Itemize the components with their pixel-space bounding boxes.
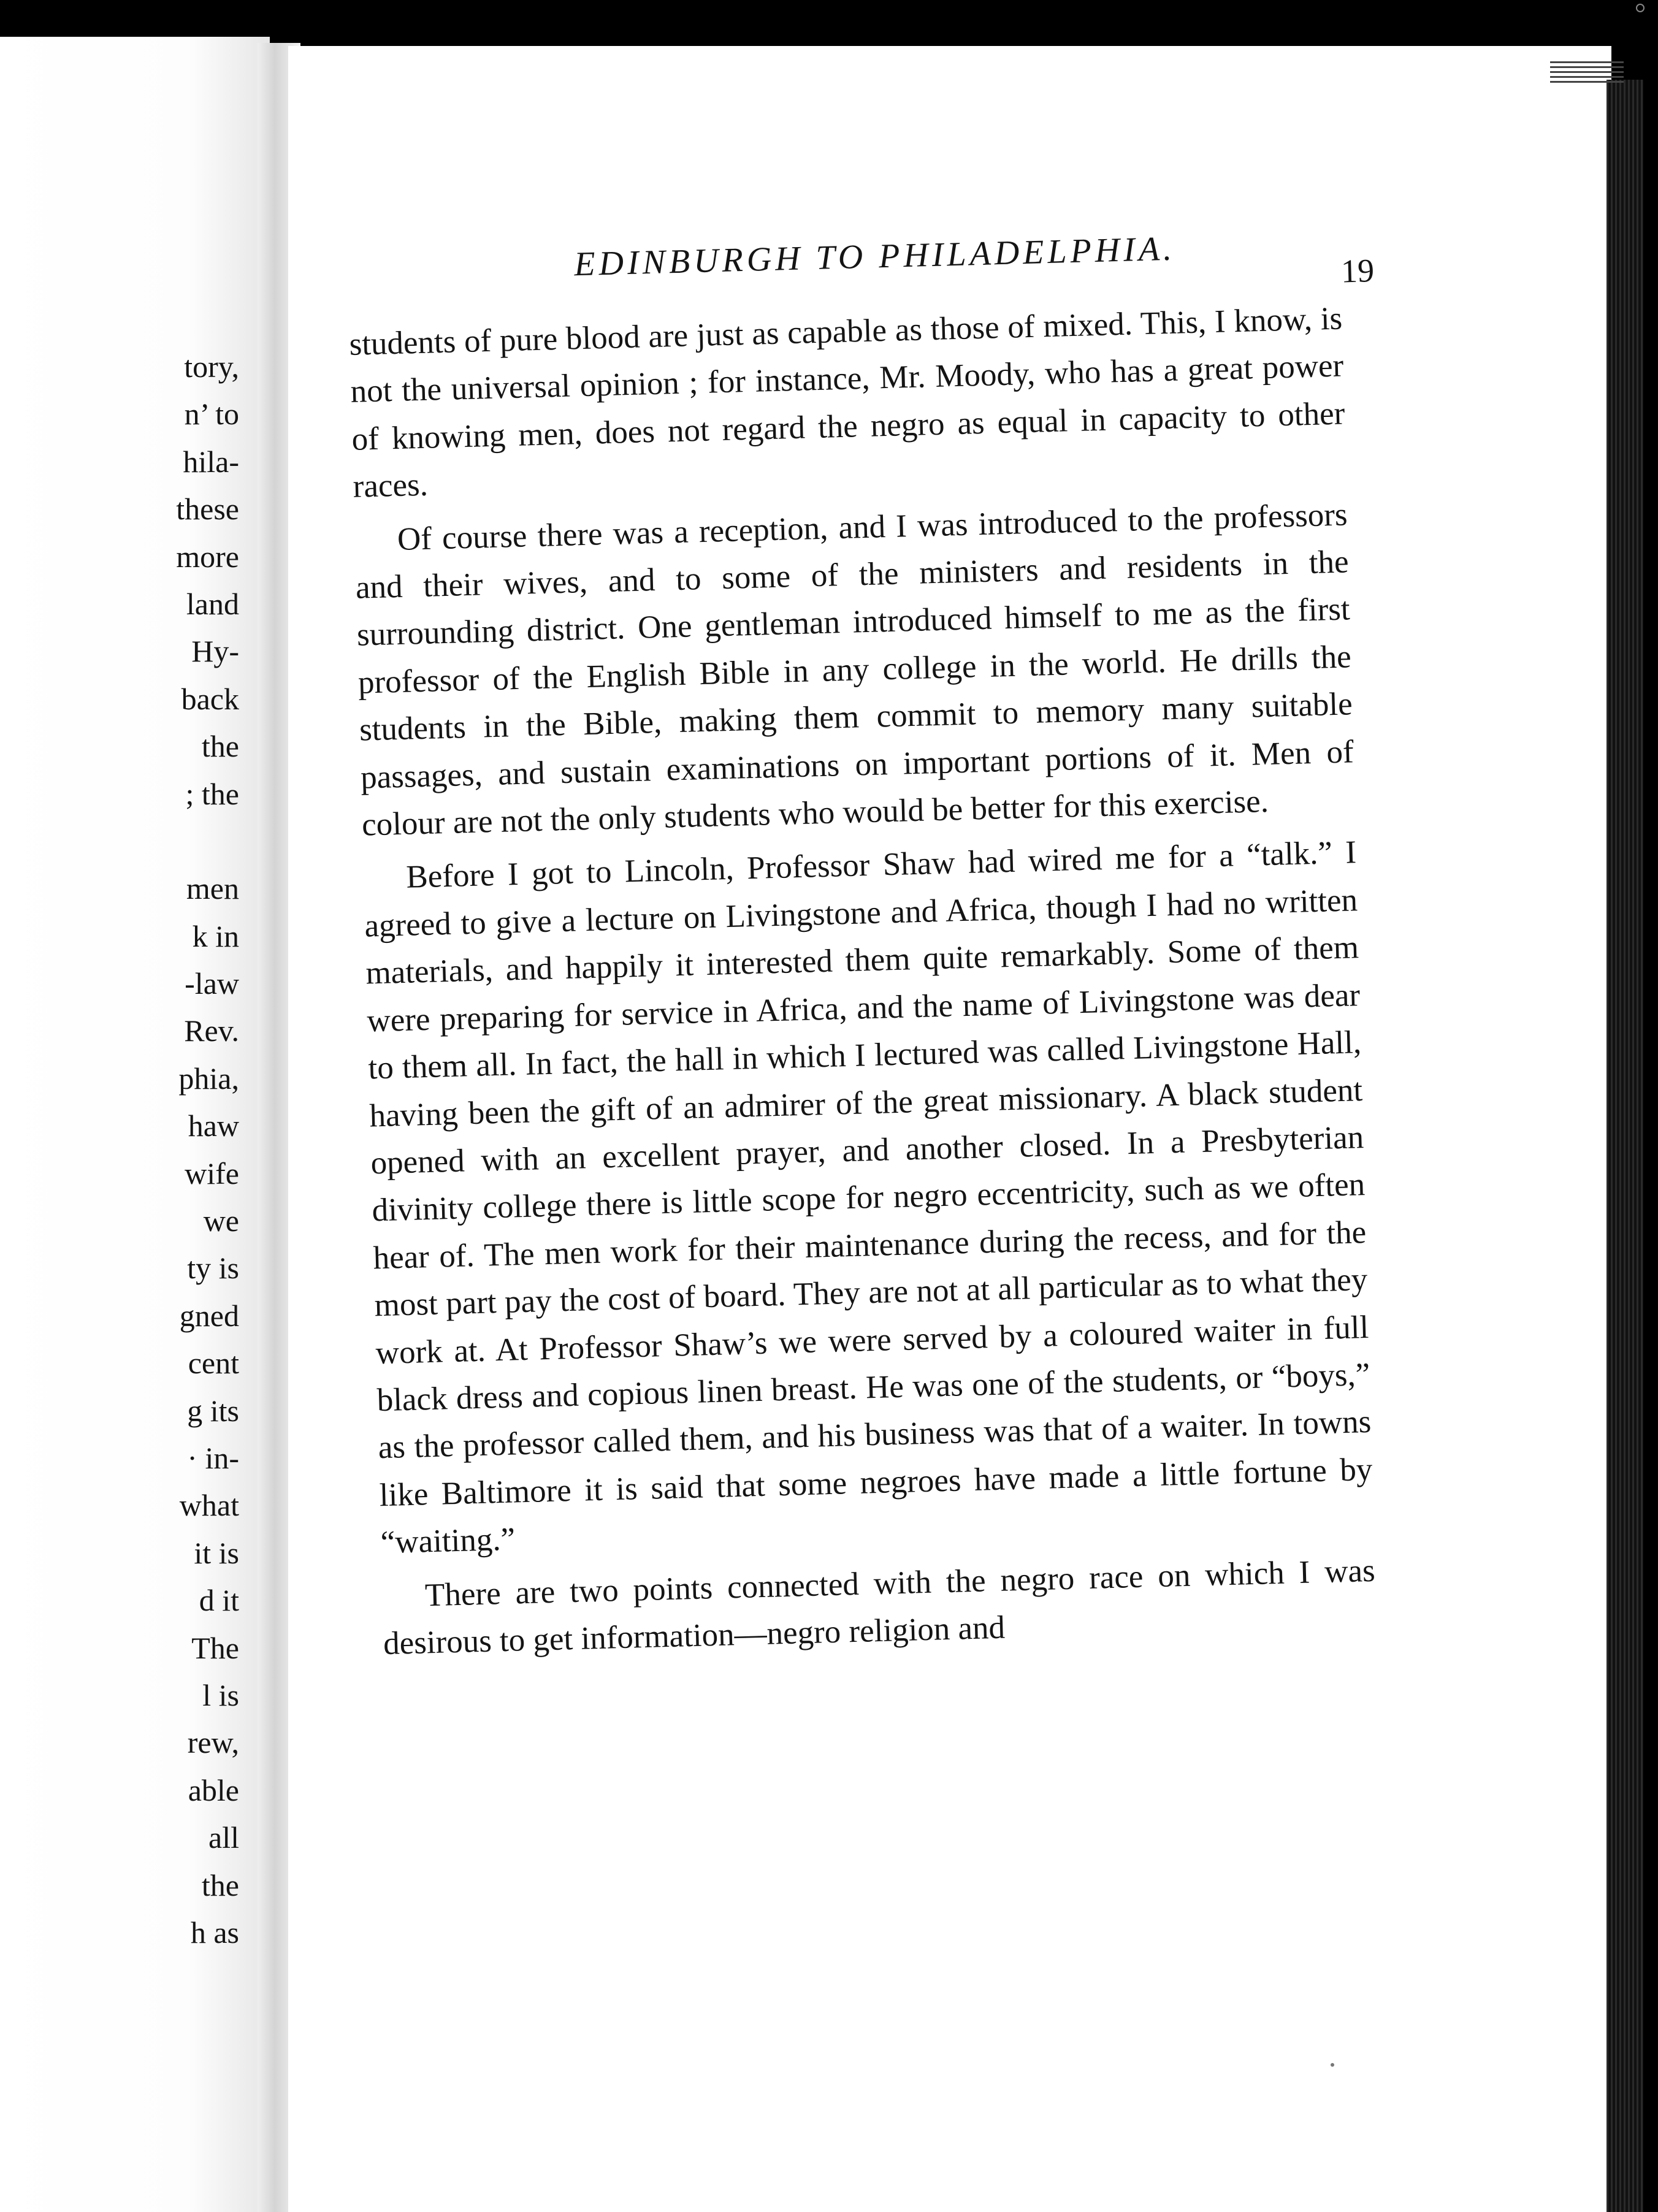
left-fragment-line: The <box>191 1630 239 1665</box>
left-fragment-line: -law <box>185 966 239 1001</box>
left-fragment-line: the <box>201 1867 239 1902</box>
left-fragment-line: these <box>176 492 239 527</box>
left-fragment-line: wife <box>185 1156 239 1191</box>
left-fragment-line: cent <box>188 1346 239 1381</box>
left-fragment-line: ; the <box>185 776 239 811</box>
paper-speck <box>1331 2063 1334 2067</box>
left-fragment-line: all <box>208 1820 239 1855</box>
left-fragment-line: ty is <box>187 1251 239 1286</box>
scan-registration-dot <box>1636 4 1645 12</box>
left-fragment-line: k in <box>192 918 239 953</box>
paragraph: Of course there was a reception, and I was introduced to the professors and their wives, and to some of the ministers and residents in the surrounding district. One gentleman introduced himself to me as the first professor of the English Bible in any college in the world. He drills the students in the Bible, making them commit to memory many suitable passages, and sustain examinations on important portions of it. Men of colour are not the only students who would be better for this exercise. <box>355 497 1354 843</box>
page-number: 19 <box>1340 252 1375 290</box>
left-fragment-line: Rev. <box>184 1013 239 1048</box>
left-fragment-line: d it <box>199 1583 239 1618</box>
left-fragment-line: phia, <box>178 1061 239 1096</box>
left-fragment-line: h as <box>190 1915 239 1950</box>
left-fragment-line: it is <box>194 1535 239 1570</box>
left-fragment-line: more <box>176 539 239 574</box>
left-fragment-line: · in- <box>187 1440 239 1475</box>
body-text <box>349 296 1377 1674</box>
left-fragment-line: haw <box>188 1108 239 1143</box>
paragraph: There are two points connected with the negro race on which I was desirous to get information—negro religion and <box>383 1552 1376 1662</box>
running-head: EDINBURGH TO PHILADELPHIA. <box>573 229 1176 284</box>
left-fragment-line: what <box>179 1488 239 1523</box>
left-fragment-line: Hy- <box>191 634 239 669</box>
left-fragment-line: g its <box>187 1393 239 1428</box>
left-fragment-line: we <box>203 1203 239 1238</box>
paragraph: students of pure blood are just as capable as those of mixed. This, I know, is not the universal opinion ; for instance, Mr. Moody, who has a great power of knowing men, does not regard the negro as equal in capacity to other races. <box>348 300 1345 505</box>
left-fragment-line: back <box>181 681 239 716</box>
left-fragment-line: n’ to <box>184 397 239 432</box>
left-fragment-line: tory, <box>184 349 239 384</box>
left-fragment-line: l is <box>202 1677 239 1712</box>
left-fragment-line: able <box>188 1772 239 1807</box>
left-fragment-line: men <box>186 871 239 906</box>
paragraph: Before I got to Lincoln, Professor Shaw had wired me for a “talk.” I agreed to give a lecture on Livingstone and Africa, though I had no written materials, and happily it interested them quite remarkably. Some of them were preparing for service in Africa, and the name of Livingstone was dear to them all. In fact, the hall in which I lectured was called Livingstone Hall, having been the gift of an admirer of the great missionary. A black student opened with an excellent prayer, and another closed. In a Presbyterian divinity college there is little scope for negro eccentricity, such as we often hear of. The men work for their maintenance during the recess, and for the most part pay the cost of board. They are not at all particular as to what they work at. At Professor Shaw’s we were served by a coloured waiter in full black dress and copious linen breast. He was one of the students, or “boys,” as the professor called them, and his business was that of a waiter. In towns like Baltimore it is said that some negroes have made a little fortune by “waiting.” <box>364 834 1373 1561</box>
left-fragment-line: rew, <box>187 1725 239 1760</box>
left-fragment-line: hila- <box>183 444 239 479</box>
left-fragment-line: the <box>201 729 239 764</box>
left-fragment-line: land <box>186 586 239 621</box>
left-fragment-line: gned <box>179 1298 239 1333</box>
